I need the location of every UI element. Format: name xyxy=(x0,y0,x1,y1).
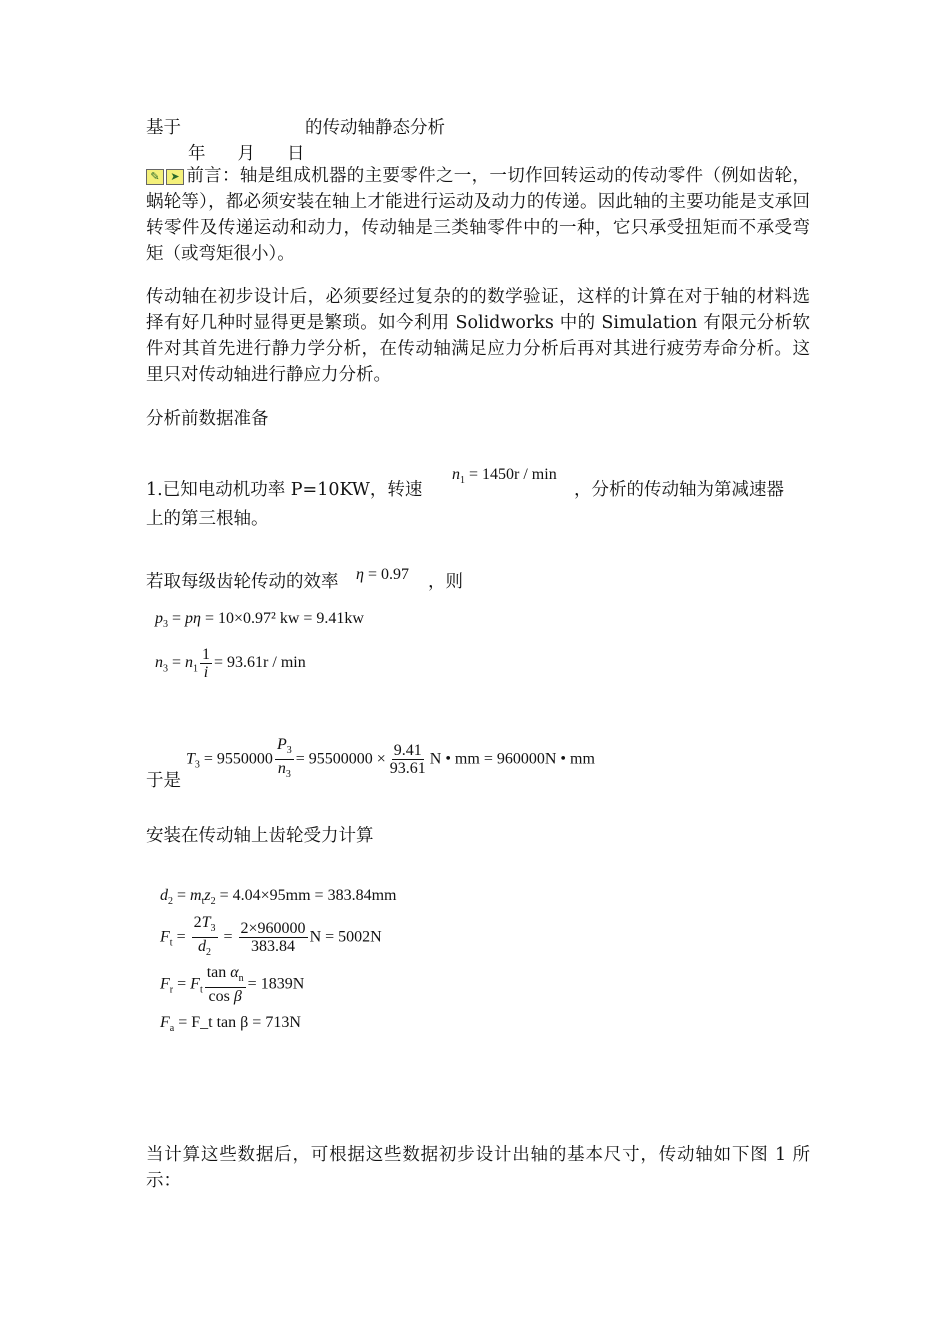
p3-value: = 10×0.97² kw = 9.41kw xyxy=(204,610,364,627)
fr-result: = 1839N xyxy=(247,975,305,993)
item-1-text-c: 上的第三根轴。 xyxy=(146,509,269,529)
n1-formula: $n_1 = 1450r / \min$ xyxy=(452,466,557,487)
item-1-line xyxy=(146,477,422,503)
n3-value: = 93.61r / min xyxy=(214,654,306,672)
intro-text: 轴是组成机器的主要零件之一，一切作回转运动的传动零件（例如齿轮，蜗轮等），都必须安装在轴上才能进行运动及动力的传递。因此轴的主要功能是支承回转零件及传递运动和动力，传动轴是三类轴零件中的一种，它只承受扭矩而不承受弯矩（或弯矩很小）。 xyxy=(146,166,811,264)
date-day: 日 xyxy=(287,144,305,164)
t3-mid: = 95500000 × xyxy=(295,750,386,768)
section-heading-gear: 安装在传动轴上齿轮受力计算 xyxy=(146,826,374,846)
date-month: 月 xyxy=(237,144,255,164)
ft-result: N = 5002N xyxy=(309,928,382,946)
efficiency-then: ，则 xyxy=(428,572,463,592)
intro-paragraph xyxy=(146,163,810,267)
final-paragraph: 当计算这些数据后，可根据这些数据初步设计出轴的基本尺寸，传动轴如下图 1 所示： xyxy=(146,1145,810,1191)
item-1-text-a: 1.已知电动机功率 P=10KW，转速 xyxy=(146,480,423,500)
t3-denominator: 93.61 xyxy=(389,760,426,778)
yushi-text: 于是 xyxy=(146,771,181,791)
t3-formula: $T_3 = 9550000$ $\frac{P_3}{n_3}$ = 95500000 × $\frac{9.41}{93.61}$ N • mm = 960000N • mm xyxy=(186,736,595,781)
item-1-text-b: ，分析的传动轴为第减速器 xyxy=(574,480,784,500)
section-heading-prep: 分析前数据准备 xyxy=(146,409,269,429)
efficiency-line xyxy=(146,569,339,595)
t3-constant: = 9550000 xyxy=(203,750,273,768)
ft-numerator: 2×960000 xyxy=(240,920,306,938)
edit-icon: ✎ xyxy=(146,169,164,185)
fa-result: = F_t tan β = 713N xyxy=(178,1014,301,1031)
eta-value: = 0.97 xyxy=(367,566,409,583)
n1-value: = 1450r / min xyxy=(469,466,557,483)
d2-value: = 4.04×95mm = 383.84mm xyxy=(219,887,397,904)
fa-formula: $F_a$ = F_t tan β = 713N xyxy=(160,1014,301,1035)
fr-formula: $F_r = F_t$ $\frac{\tan \alpha_n}{\text{cos β}}$ = 1839N xyxy=(160,964,305,1006)
t3-result: N • mm = 960000N • mm xyxy=(429,750,595,768)
n3-formula: $n_3 = n_1$ $\frac{1}{i}$ = 93.61r / min xyxy=(155,646,306,681)
p3-formula: $p_3 = p\eta = 10\times 0.97^2$ kw = 9.41kw xyxy=(155,610,364,631)
t3-numerator: 9.41 xyxy=(393,742,422,760)
d2-formula: $d_2 = m_tz_2 = 4.04\times 95mm = 383.84mm$ xyxy=(160,887,397,908)
intro-lead: 前言： xyxy=(186,166,240,186)
date-year: 年 xyxy=(188,144,206,164)
title-left: 基于 xyxy=(146,118,181,138)
arrow-icon: ➤ xyxy=(166,169,184,185)
eta-formula: η = 0.97 xyxy=(356,566,409,583)
doc-title xyxy=(146,115,445,141)
inline-icons xyxy=(146,169,184,185)
ft-denominator: 383.84 xyxy=(251,938,296,956)
ft-formula: $F_t$ = $\frac{2T_3}{d_2}$ = $\frac{2\times 960000}{383.84}$ N = 5002N xyxy=(160,914,382,959)
body-paragraph-2: 传动轴在初步设计后，必须要经过复杂的的数学验证，这样的计算在对于轴的材料选择有好几种时显得更是繁琐。如今利用 Solidworks 中的 Simulation 有限元分析软件对其首先进行静力学分析，在传动轴满足应力分析后再对其进行疲劳寿命分析。这里只对传动轴进行静应力分析。 xyxy=(146,287,810,385)
title-right: 的传动轴静态分析 xyxy=(305,118,445,138)
efficiency-text: 若取每级齿轮传动的效率 xyxy=(146,572,339,592)
